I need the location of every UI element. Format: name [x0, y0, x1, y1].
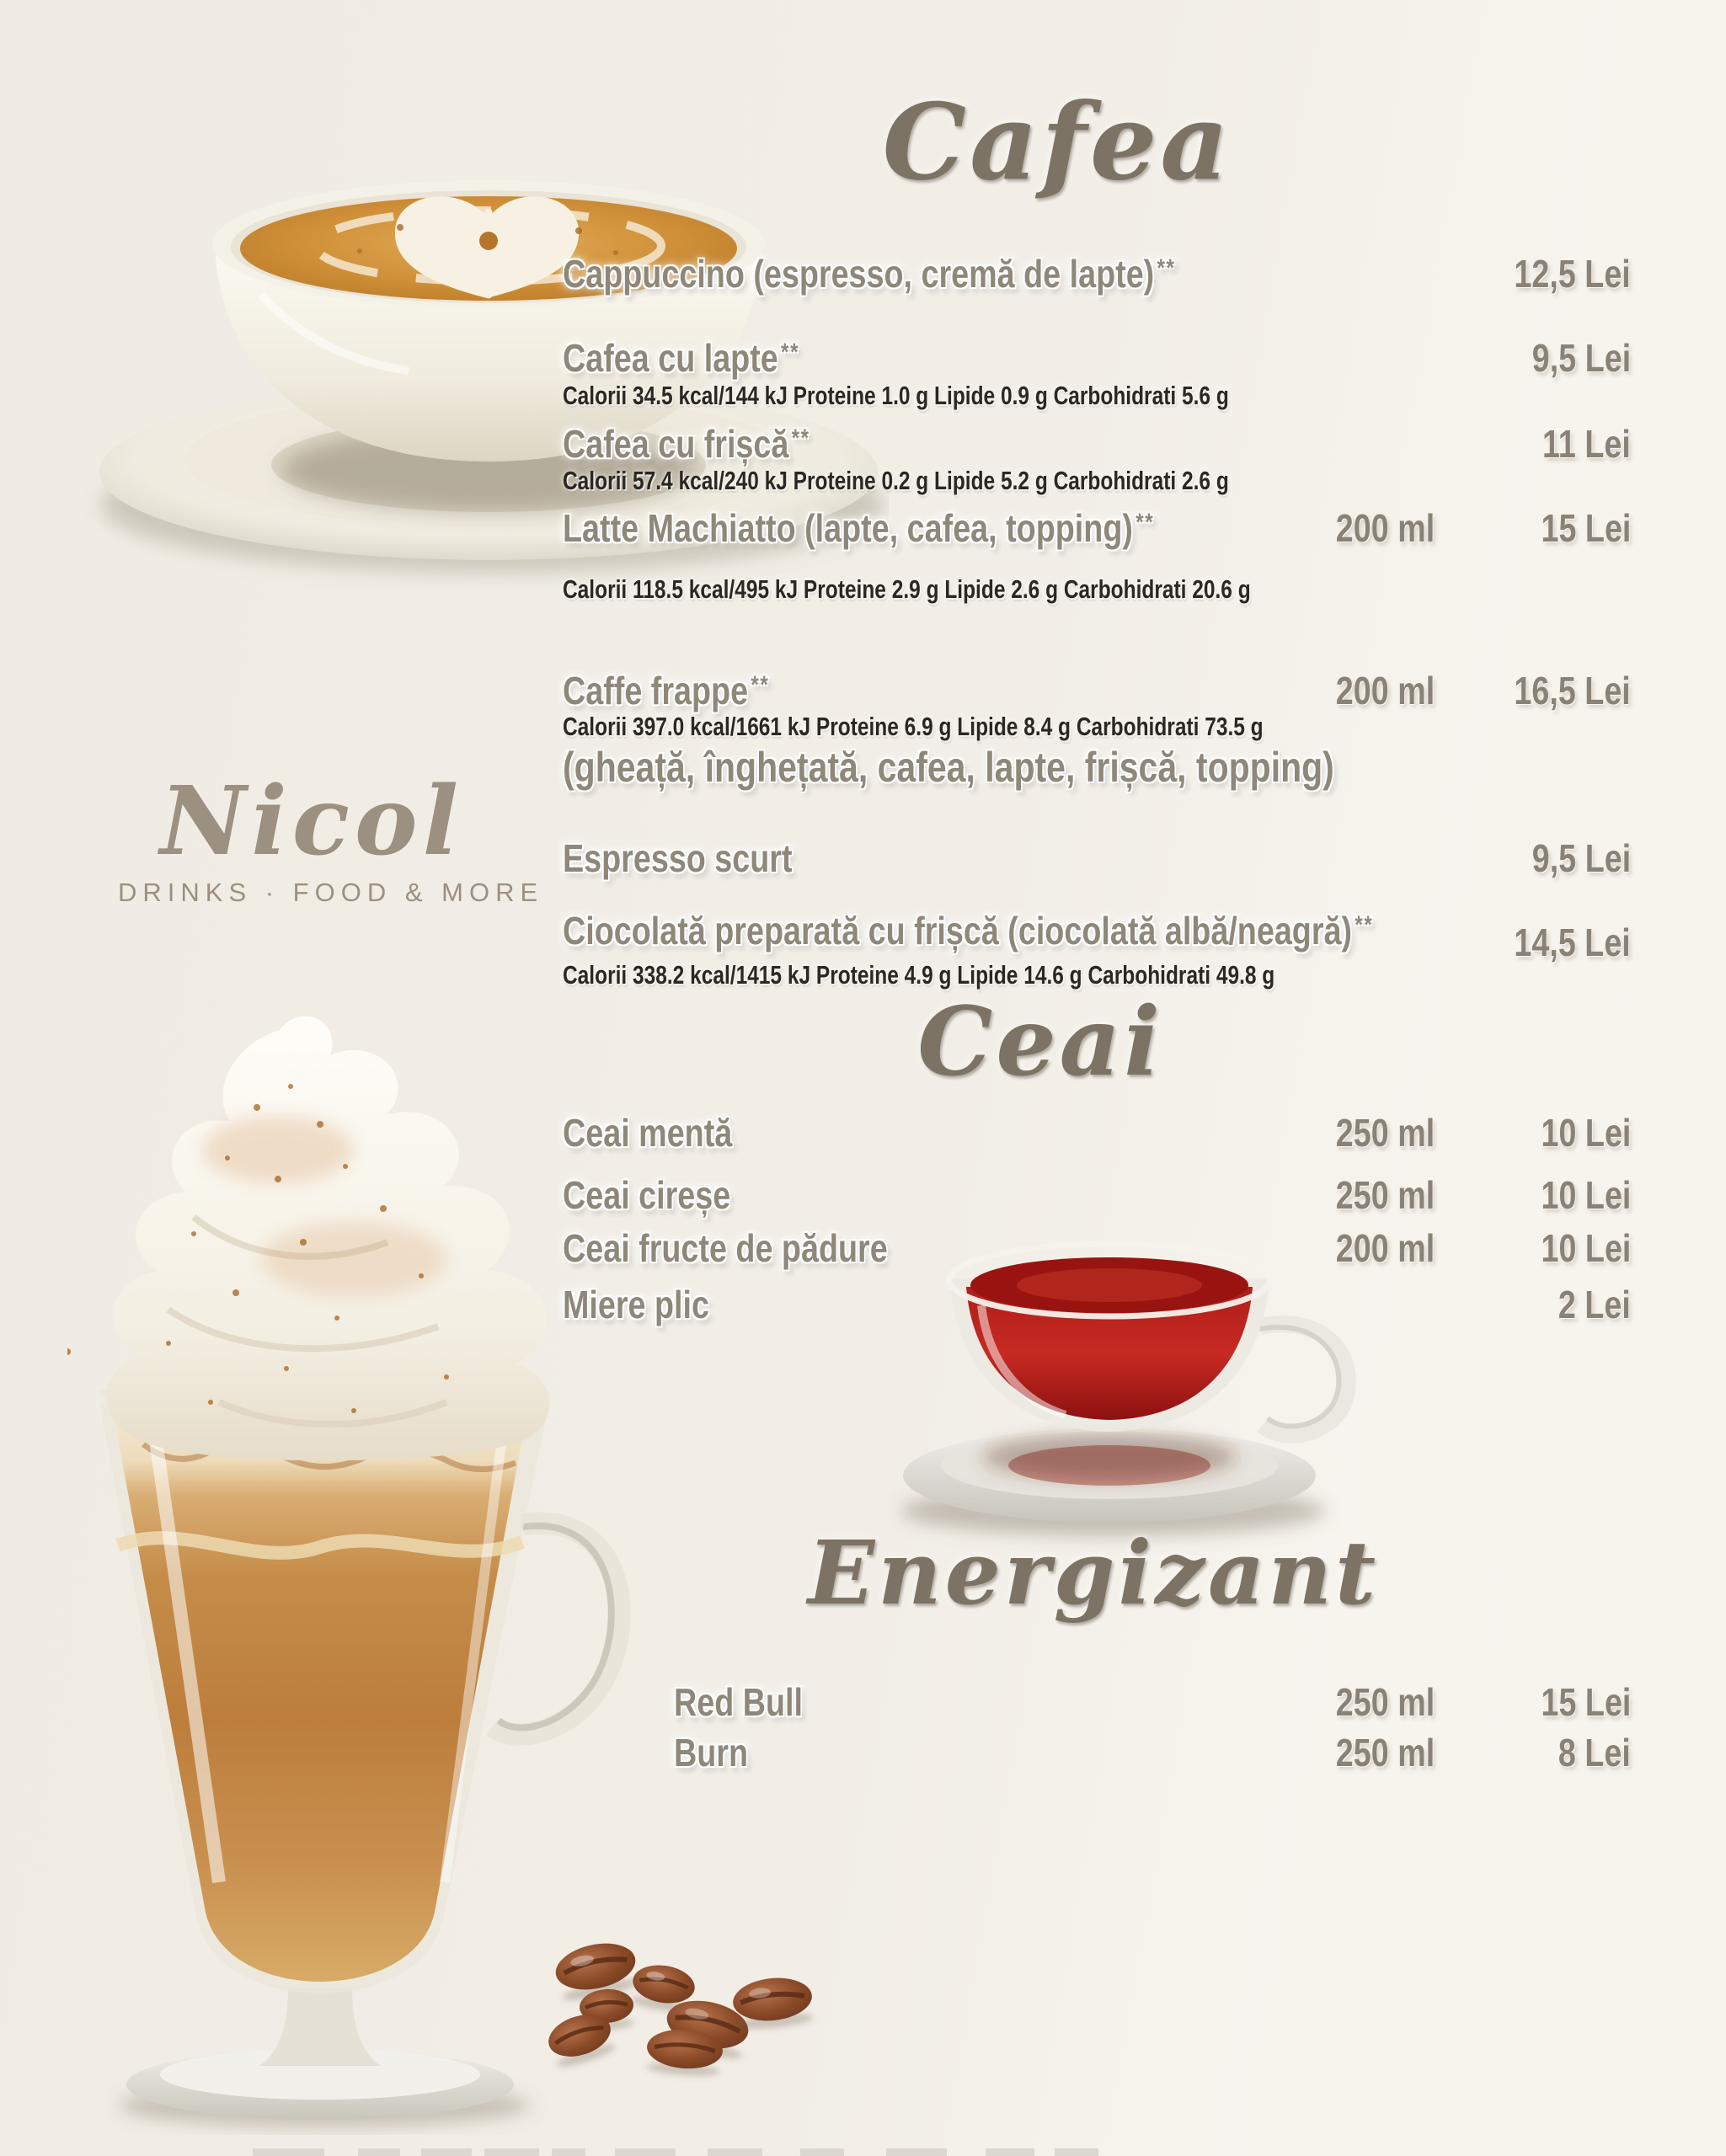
- item-price: 16,5 Lei: [1514, 669, 1631, 712]
- item-calories: Calorii 34.5 kcal/144 kJ Proteine 1.0 g Lipide 0.9 g Carbohidrati 5.6 g: [563, 381, 1229, 410]
- menu-item-row: [563, 251, 1631, 300]
- item-name: Caffe frappe **: [563, 669, 770, 712]
- item-price: 8 Lei: [1558, 1731, 1631, 1774]
- item-calories: Calorii 57.4 kcal/240 kJ Proteine 0.2 g Lipide 5.2 g Carbohidrati 2.6 g: [563, 466, 1229, 495]
- section-title-ceai: Ceai: [917, 987, 1163, 1097]
- item-name: Cafea cu lapte **: [563, 336, 800, 380]
- item-name: Ciocolată preparată cu frișcă (ciocolată albă/neagră) **: [563, 909, 1374, 953]
- menu-item-row: [674, 1679, 1631, 1728]
- menu-item-row: [674, 1730, 1631, 1779]
- item-name: Cafea cu frișcă **: [563, 422, 810, 466]
- coffee-beans-photo: [531, 1924, 884, 2084]
- item-price: 9,5 Lei: [1531, 336, 1631, 380]
- footnote-marks: **: [1136, 509, 1155, 537]
- item-name: Latte Machiatto (lapte, cafea, topping) **: [563, 506, 1155, 550]
- menu-item-row: [563, 668, 1631, 717]
- item-name: Espresso scurt: [563, 836, 793, 880]
- item-price: 2 Lei: [1558, 1283, 1631, 1326]
- item-name: Red Bull: [674, 1680, 803, 1724]
- item-volume: 250 ml: [1335, 1731, 1435, 1774]
- item-price: 12,5 Lei: [1514, 252, 1631, 296]
- item-calories: Calorii 118.5 kcal/495 kJ Proteine 2.9 g Lipide 2.6 g Carbohidrati 20.6 g: [563, 574, 1251, 604]
- item-name: Ceai mentă: [563, 1111, 733, 1155]
- footnote-marks: **: [781, 339, 800, 367]
- footnote-marks: **: [1157, 254, 1176, 283]
- brand-name: Nicol: [159, 766, 464, 877]
- menu-item-row: [563, 1110, 1631, 1159]
- menu-item-row: [563, 505, 1631, 554]
- brand-logo: [118, 766, 544, 908]
- item-volume: 200 ml: [1335, 506, 1435, 550]
- item-volume: 250 ml: [1335, 1173, 1435, 1217]
- item-price: 14,5 Lei: [1514, 921, 1631, 964]
- item-volume: 250 ml: [1335, 1680, 1435, 1724]
- item-price: 10 Lei: [1541, 1111, 1631, 1155]
- menu-item-row: [563, 1172, 1631, 1221]
- footnote-marks: **: [791, 424, 810, 453]
- item-name: Cappuccino (espresso, cremă de lapte) **: [563, 252, 1176, 296]
- menu-item-row: [563, 335, 1631, 384]
- item-price: 10 Lei: [1541, 1226, 1631, 1270]
- item-price: 9,5 Lei: [1531, 836, 1631, 880]
- item-volume: 250 ml: [1335, 1111, 1435, 1155]
- footnote-marks: **: [1355, 911, 1374, 940]
- item-volume: 200 ml: [1335, 669, 1435, 712]
- item-price: 15 Lei: [1541, 1680, 1631, 1724]
- item-price: 11 Lei: [1542, 422, 1631, 466]
- item-name: Burn: [674, 1731, 749, 1774]
- item-calories: Calorii 397.0 kcal/1661 kJ Proteine 6.9 g Lipide 8.4 g Carbohidrati 73.5 g: [563, 712, 1264, 741]
- menu-item-row: [563, 835, 1631, 884]
- item-price: 10 Lei: [1541, 1173, 1631, 1217]
- item-name: Ceai cireșe: [563, 1173, 731, 1217]
- menu-item-row: [563, 908, 1631, 964]
- item-volume: 200 ml: [1335, 1226, 1435, 1270]
- menu-item-row: [563, 421, 1631, 470]
- item-name: Miere plic: [563, 1283, 710, 1326]
- section-title-cafea: Cafea: [882, 81, 1232, 204]
- item-name: Ceai fructe de pădure: [563, 1226, 888, 1270]
- section-title-energizant: Energizant: [807, 1521, 1380, 1625]
- menu-item-row: [563, 1282, 1631, 1331]
- item-price: 15 Lei: [1541, 506, 1631, 550]
- brand-tagline: DRINKS · FOOD & MORE: [118, 878, 544, 907]
- menu-item-row: [563, 1225, 1631, 1274]
- item-ingredients-note: (gheață, înghețată, cafea, lapte, frișcă, topping): [563, 744, 1334, 791]
- item-calories: Calorii 338.2 kcal/1415 kJ Proteine 4.9 g Lipide 14.6 g Carbohidrati 49.8 g: [563, 960, 1275, 990]
- footnote-marks: **: [751, 671, 770, 700]
